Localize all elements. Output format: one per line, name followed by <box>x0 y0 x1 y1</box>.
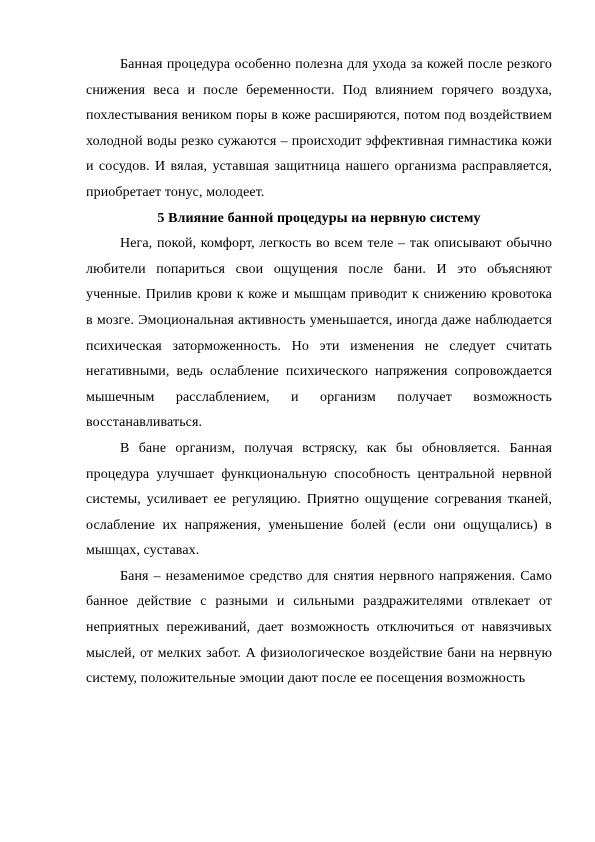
section-heading: 5 Влияние банной процедуры на нервную систему <box>157 210 481 226</box>
paragraph-skin-care: Банная процедура особенно полезна для ухода за кожей после резкого снижения веса и после беременности. Под влиянием горячего воздуха, похлестывания веником поры в коже расширяются, потом под воздействием холодной воды резко сужаются – происходит эффективная гимнастика кожи и сосудов. И вялая, уставшая защитница нашего организма расправляется, приобретает тонус, молодеет. <box>86 57 552 200</box>
paragraph-nervous-tension: Баня – незаменимое средство для снятия нервного напряжения. Само банное действие с разными и сильными раздражителями отвлекает от неприятных переживаний, дает возможность отключиться от навязчивых мыслей, от мелких забот. А физиологическое воздействие бани на нервную систему, положительные эмоции дают после ее посещения возможность <box>86 568 552 687</box>
page-text <box>86 52 552 692</box>
paragraph-renewal: В бане организм, получая встряску, как бы обновляется. Банная процедура улучшает функциональную способность центральной нервной системы, усиливает ее регуляцию. Приятно ощущение согревания тканей, ослабление их напряжения, уменьшение болей (если они ощущались) в мышцах, суставах. <box>86 440 552 559</box>
paragraph-relaxation: Нега, покой, комфорт, легкость во всем теле – так описывают обычно любители попариться свои ощущения после бани. И это объясняют ученные. Прилив крови к коже и мышцам приводит к снижению кровотока в мозге. Эмоциональная активность уменьшается, иногда даже наблюдается психическая заторможенность. Но эти изменения не следует считать негативными, ведь ослабление психического напряжения сопровождается мышечным расслаблением, и организм получает возможность восстанавливаться. <box>86 236 552 431</box>
